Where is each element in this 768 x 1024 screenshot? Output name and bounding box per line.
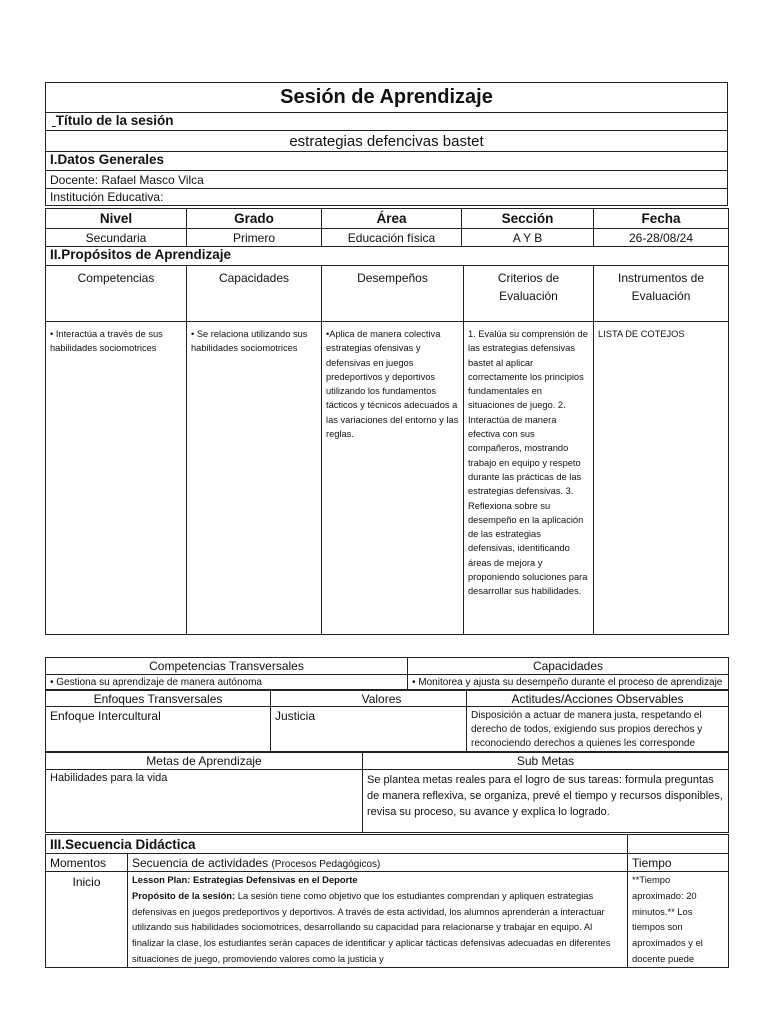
valor-value: Justicia [271, 707, 467, 752]
propositos-section [45, 246, 728, 635]
value-area: Educación física [322, 229, 462, 247]
actitudes-label: Actitudes/Acciones Observables [467, 691, 729, 707]
col-desempenos: Desempeños [322, 266, 464, 322]
page-title: Sesión de Aprendizaje [46, 83, 728, 113]
col-capacidades: Capacidades [187, 266, 322, 322]
capacidades-value: • Monitorea y ajusta su desempeño durante el proceso de aprendizaje [408, 675, 729, 690]
transversales-section [45, 657, 728, 833]
value-nivel: Secundaria [46, 229, 187, 247]
submetas-label: Sub Metas [363, 753, 729, 770]
enfoques-label: Enfoques Transversales [46, 691, 271, 707]
session-title-label: Título de la sesión [46, 113, 728, 131]
col-competencias: Competencias [46, 266, 187, 322]
submetas-value: Se plantea metas reales para el logro de sus tareas: formula preguntas de manera reflexiva, se organiza, prevé el tiempo y recursos disponibles, revisa su proceso, su avance y explica lo logrado. [363, 770, 729, 833]
secuencia-heading: III.Secuencia Didáctica [46, 835, 628, 854]
datos-generales-heading: I.Datos Generales [46, 152, 728, 171]
value-fecha: 26-28/08/24 [594, 229, 729, 247]
instrumento-cell: LISTA DE COTEJOS [594, 322, 729, 635]
value-grado: Primero [187, 229, 322, 247]
value-seccion: A Y B [462, 229, 594, 247]
lesson-purpose: Propósito de la sesión: La sesión tiene como objetivo que los estudiantes comprendan y apliquen estrategias defensivas en juegos predeportivos y deportivos. A través de esta actividad, los alumnos aprenderán a interactuar utilizando sus habilidades sociomotrices, desarrollando su capacidad para relacionarse y trabajar en equipo. Al finalizar la clase, los estudiantes serán capaces de identificar y aplicar tácticas defensivas adecuadas en diferentes situaciones de juego, promoviendo valores como la justicia y [132, 889, 611, 964]
lesson-title: Lesson Plan: Estrategias Defensivas en el Deporte [132, 874, 358, 885]
col-fecha: Fecha [594, 209, 729, 229]
comp-trans-label: Competencias Transversales [46, 658, 408, 675]
col-grado: Grado [187, 209, 322, 229]
col-tiempo: Tiempo [628, 854, 729, 872]
col-seccion: Sección [462, 209, 594, 229]
inicio-activities [128, 872, 628, 968]
capacidad-cell: • Se relaciona utilizando sus habilidades sociomotrices [187, 322, 322, 635]
capacidades-label: Capacidades [408, 658, 729, 675]
col-momentos: Momentos [46, 854, 128, 872]
col-actividades: Secuencia de actividades (Procesos Pedagógicos) [128, 854, 628, 872]
secuencia-section [45, 834, 728, 968]
propositos-heading: II.Propósitos de Aprendizaje [46, 247, 729, 266]
competencia-cell: • Interactúa a través de sus habilidades sociomotrices [46, 322, 187, 635]
actitud-value: Disposición a actuar de manera justa, respetando el derecho de todos, exigiendo sus propios derechos y reconociendo derechos a quienes les corresponde [467, 707, 729, 752]
inicio-tiempo: **Tiempo aproximado: 20 minutos.** Los tiempos son aproximados y el docente puede [628, 872, 729, 968]
col-criterios: Criterios de Evaluación [464, 266, 594, 322]
institucion-field: Institución Educativa: [46, 189, 728, 206]
header-section [45, 82, 728, 206]
metas-value: Habilidades para la vida [46, 770, 363, 833]
datos-generales-grid [45, 208, 728, 247]
valores-label: Valores [271, 691, 467, 707]
comp-trans-value: • Gestiona su aprendizaje de manera autónoma [46, 675, 408, 690]
col-area: Área [322, 209, 462, 229]
docente-field: Docente: Rafael Masco Vilca [46, 171, 728, 189]
metas-label: Metas de Aprendizaje [46, 753, 363, 770]
col-nivel: Nivel [46, 209, 187, 229]
inicio-label: Inicio [46, 872, 128, 968]
desempeno-cell: •Aplica de manera colectiva estrategias ofensivas y defensivas en juegos predeportivos y deportivos utilizando los fundamentos tácticos y técnicos adecuados a las variaciones del entorno y las reglas. [322, 322, 464, 635]
enfoque-value: Enfoque Intercultural [46, 707, 271, 752]
secuencia-heading-blank [628, 835, 729, 854]
col-instrumentos: Instrumentos de Evaluación [594, 266, 729, 322]
criterios-cell: 1. Evalúa su comprensión de las estrategias defensivas bastet al aplicar correctamente los principios fundamentales en situaciones de juego. 2. Interactúa de manera efectiva con sus compañeros, mostrando trabajo en equipo y respeto durante las prácticas de las estrategias defensivas. 3. Reflexiona sobre su desempeño en la aplicación de las estrategias defensivas, identificando áreas de mejora y proponiendo soluciones para desarrollar sus habilidades. [464, 322, 594, 635]
session-title-value: estrategias defencivas bastet [46, 131, 728, 152]
